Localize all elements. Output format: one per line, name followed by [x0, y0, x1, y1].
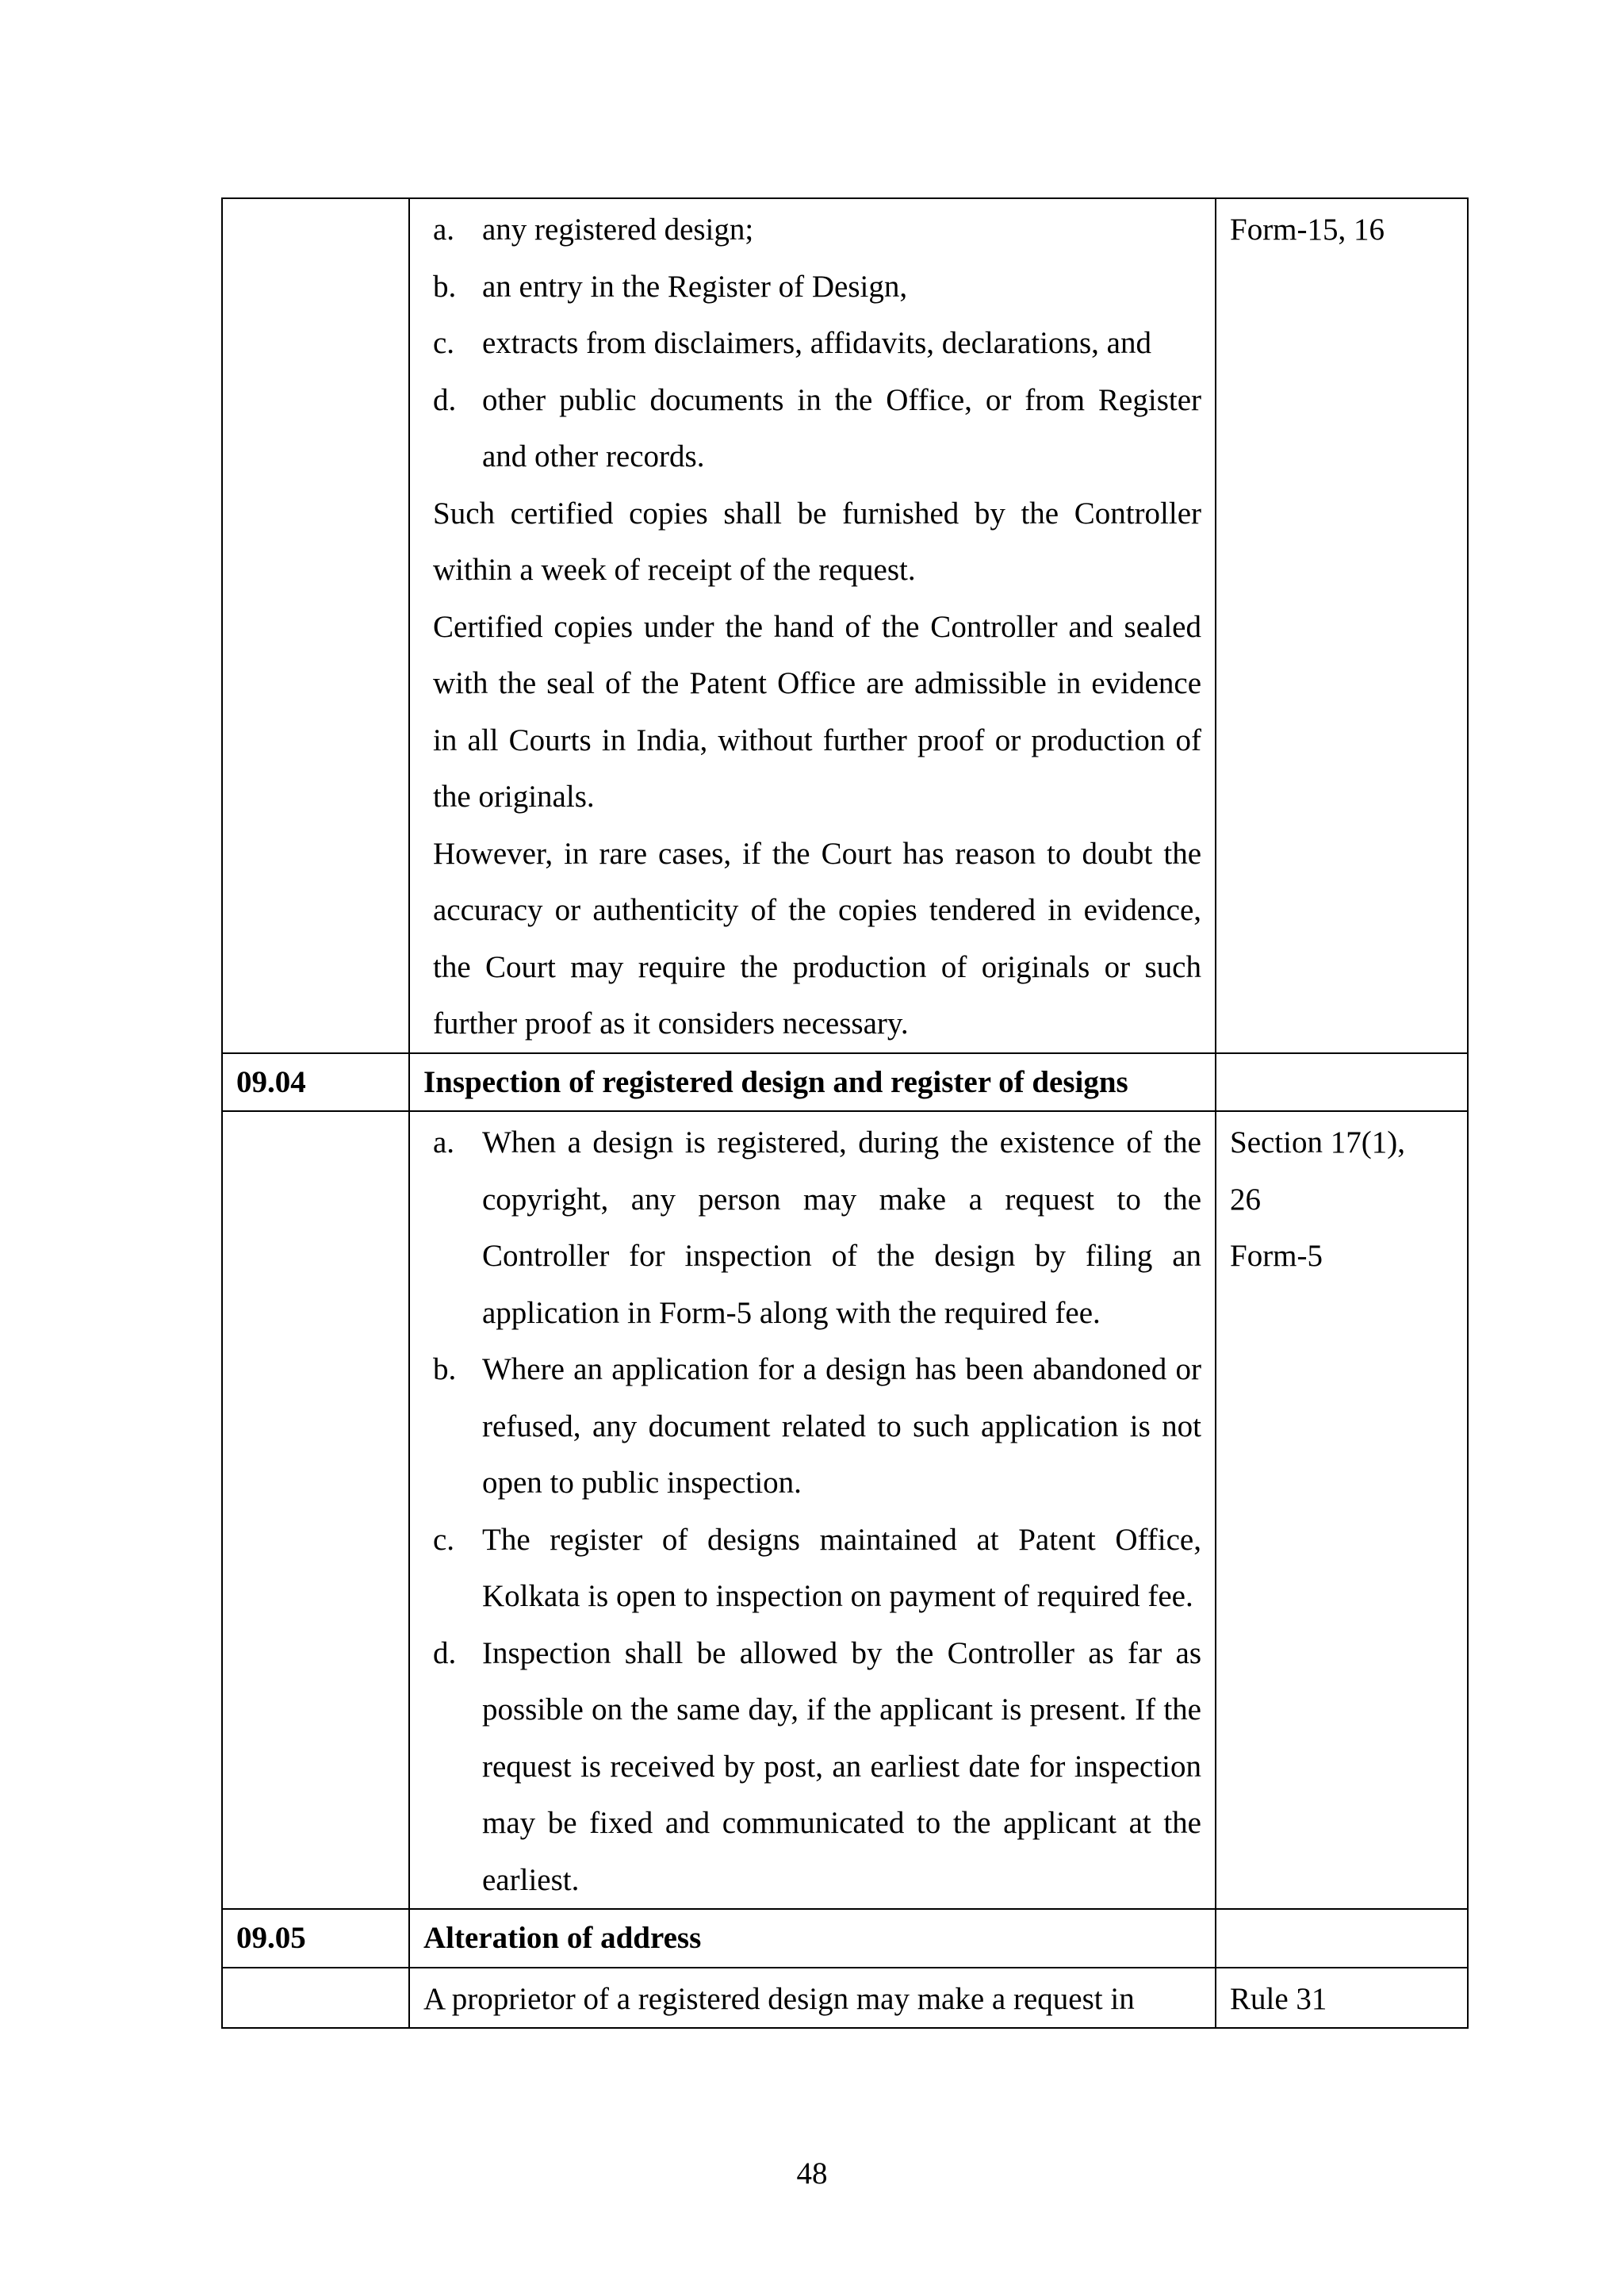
reference-text: Form-5	[1230, 1239, 1323, 1273]
reference-cell	[1216, 1053, 1468, 1112]
page-number: 48	[796, 2156, 828, 2191]
paragraph: Such certified copies shall be furnished by the Controller within a week of receipt of the request.	[433, 496, 1201, 587]
reference-cell	[1216, 1111, 1468, 1909]
content-cell	[409, 1111, 1216, 1909]
section-number-cell	[222, 1111, 409, 1909]
item-list	[433, 201, 1201, 485]
reference-text: Rule 31	[1230, 1981, 1327, 2016]
item-label: d.	[433, 382, 457, 417]
reference-text: 26	[1230, 1182, 1261, 1217]
item-label: a.	[433, 213, 455, 247]
paragraph: Certified copies under the hand of the Controller and sealed with the seal of the Patent Office are admissible in evidence in all Courts in India, without further proof or production of the originals.	[433, 609, 1201, 814]
item-text: When a design is registered, during the existence of the copyright, any person may make a request to the Controller for inspection of the design by filing an application in Form-5 along with the required fee.	[482, 1125, 1201, 1330]
list-item	[433, 1114, 1201, 1341]
item-text: other public documents in the Office, or from Register and other records.	[482, 382, 1201, 473]
table-row	[222, 1111, 1468, 1909]
reference-cell	[1216, 198, 1468, 1053]
list-item	[433, 1341, 1201, 1512]
content-cell	[409, 1968, 1216, 2029]
item-label: b.	[433, 1352, 457, 1386]
section-number: 09.05	[222, 1909, 409, 1968]
reference-text: Form-15, 16	[1230, 213, 1385, 247]
item-label: a.	[433, 1125, 455, 1159]
reference-text: Section 17(1),	[1230, 1125, 1405, 1159]
table-row	[222, 198, 1468, 1053]
section-title: Inspection of registered design and register of designs	[409, 1053, 1216, 1112]
section-header-row	[222, 1909, 1468, 1968]
section-number: 09.04	[222, 1053, 409, 1112]
section-header-row	[222, 1053, 1468, 1112]
list-item	[433, 1625, 1201, 1909]
list-item	[433, 1512, 1201, 1625]
reference-cell	[1216, 1909, 1468, 1968]
paragraph: However, in rare cases, if the Court has reason to doubt the accuracy or authenticity of the copies tendered in evidence, the Court may require the production of originals or such further proof as it considers necessary.	[433, 836, 1201, 1041]
item-text: any registered design;	[482, 213, 754, 247]
content-cell	[409, 198, 1216, 1053]
item-label: b.	[433, 269, 457, 304]
item-text: extracts from disclaimers, affidavits, declarations, and	[482, 326, 1151, 360]
section-title: Alteration of address	[409, 1909, 1216, 1968]
paragraph: A proprietor of a registered design may make a request in	[423, 1981, 1135, 2016]
item-list	[433, 1114, 1201, 1908]
item-label: c.	[433, 326, 455, 360]
document-table	[221, 197, 1469, 2029]
item-text: The register of designs maintained at Patent Office, Kolkata is open to inspection on payment of required fee.	[482, 1522, 1201, 1613]
list-item	[433, 372, 1201, 485]
item-label: c.	[433, 1522, 455, 1557]
table-row	[222, 1968, 1468, 2029]
list-item	[433, 201, 1201, 259]
item-text: Inspection shall be allowed by the Controller as far as possible on the same day, if the applicant is present. If the request is received by post, an earliest date for inspection may be fixed and communicated to the applicant at the earliest.	[482, 1635, 1201, 1897]
section-number-cell	[222, 198, 409, 1053]
reference-cell	[1216, 1968, 1468, 2029]
list-item	[433, 315, 1201, 372]
list-item	[433, 259, 1201, 316]
section-number-cell	[222, 1968, 409, 2029]
item-label: d.	[433, 1635, 457, 1670]
item-text: Where an application for a design has been abandoned or refused, any document related to such application is not open to public inspection.	[482, 1352, 1201, 1500]
item-text: an entry in the Register of Design,	[482, 269, 908, 304]
